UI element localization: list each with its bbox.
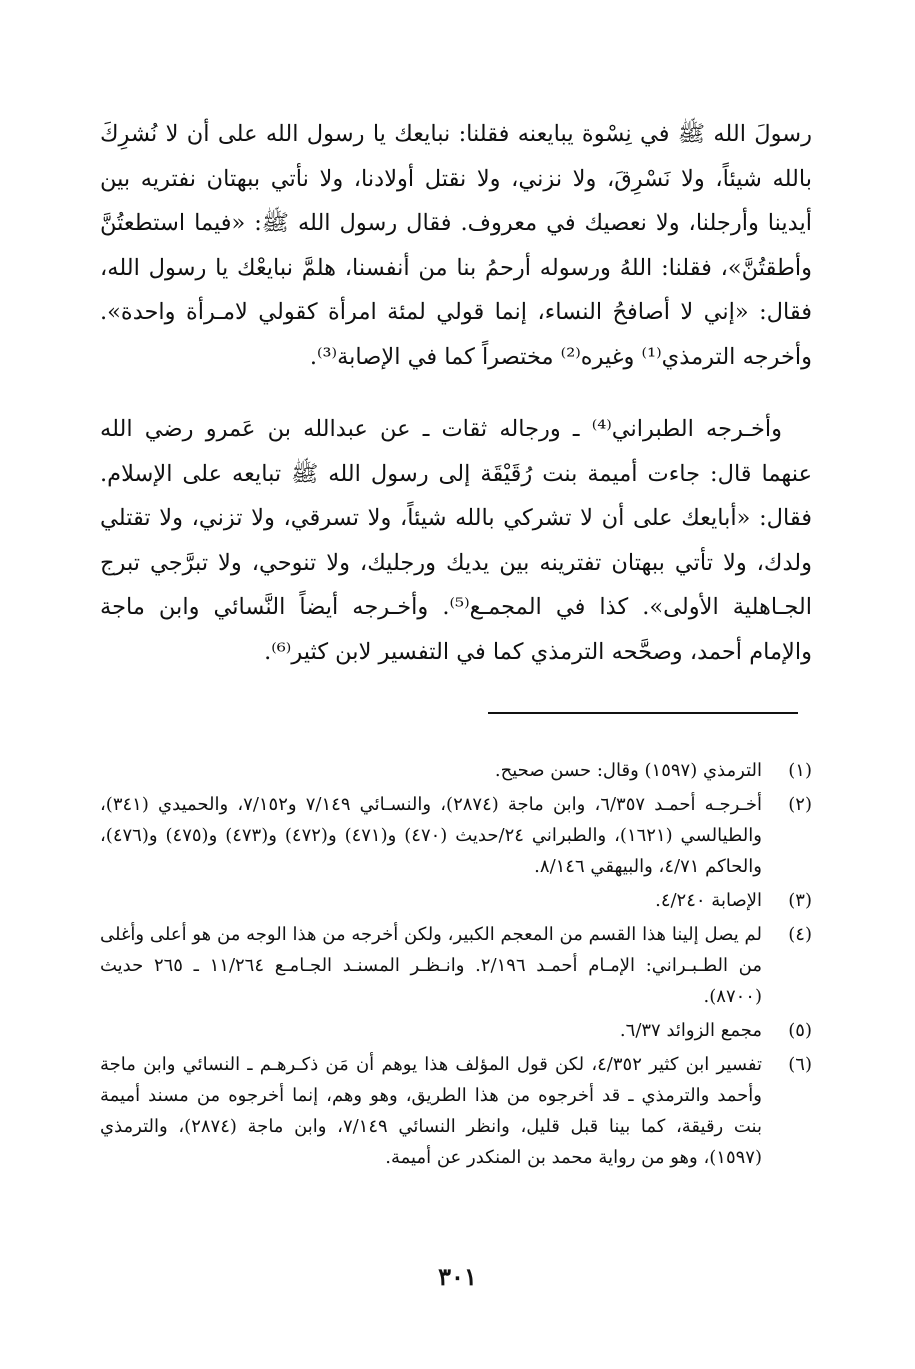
footnote-number: (٢) (788, 794, 812, 815)
footnote-number: (٦) (788, 1054, 812, 1075)
footnotes (100, 755, 812, 1176)
footnote-3 (100, 885, 812, 916)
footnote-text: لم يصل إلينا هذا القسم من المعجم الكبير، ولكن أخرجه من هذا الوجه من هو أعلى وأغلى من الطـبـراني: الإمـام أحمـد ٢/١٩٦. وانـظـر المسنـد الجـامـع ١١/٢٦٤ ـ ٢٦٥ حديث (٨٧٠٠). (100, 924, 763, 1007)
footnote-text: أخـرجـه أحمـد ٦/٣٥٧، وابن ماجة (٢٨٧٤)، والنسـائي ٧/١٤٩ و٧/١٥٢، والحميدي (٣٤١)، والطيالسي (١٦٢١)، والطبراني ٢٤/حديث (٤٧٠) و(٤٧١) و(٤٧٢) و(٤٧٣) و(٤٧٥) و(٤٧٦)، والحاكم ٤/٧١، والبيهقي ٨/١٤٦. (100, 794, 762, 877)
footnote-number: (٥) (788, 1020, 812, 1041)
footnote-1 (100, 755, 812, 786)
footnote-text: الترمذي (١٥٩٧) وقال: حسن صحيح. (494, 760, 762, 781)
main-text (100, 112, 812, 674)
footnote-5 (100, 1015, 812, 1046)
footnote-number: (٣) (788, 890, 812, 911)
footnote-4 (100, 919, 812, 1012)
footnote-number: (٤) (788, 924, 812, 945)
footnote-2 (100, 789, 812, 882)
page-number: ٣٠١ (438, 1262, 477, 1291)
paragraph-1: رسولَ الله ﷺ في نِسْوة يبايعنه فقلنا: نبايعك يا رسول الله على أن لا نُشرِكَ بالله شيئاً، ولا نَسْرِقَ، ولا نزني، ولا نقتل أولادنا، ولا نأتي ببهتان نفتريه بين أيدينا وأرجلنا، ولا نعصيك في معروف. فقال رسول الله ﷺ: «فيما استطعتُنَّ وأطقتُنَّ»، فقلنا: اللهُ ورسوله أرحمُ بنا من أنفسنا، هلمَّ نبايعْك يا رسول الله، فقال: «إني لا أصافحُ النساء، إنما قولي لمئة امرأة كقولي لامـرأة واحدة». وأخرجه الترمذي⁽¹⁾ وغيره⁽²⁾ مختصراً كما في الإصابة⁽³⁾. (100, 121, 812, 370)
footnote-text: الإصابة ٤/٢٤٠. (655, 890, 762, 911)
footnote-text: مجمع الزوائد ٦/٣٧. (619, 1020, 762, 1041)
footnote-text: تفسير ابن كثير ٤/٣٥٢، لكن قول المؤلف هذا يوهم أن مَن ذكـرهـم ـ النسائي وابن ماجة وأحمد والترمذي ـ قد أخرجوه من هذا الطريق، وهو وهم، إنما أخرجوه من مسند أميمة بنت رقيقة، كما بينا قبل قليل، وانظر النسائي ٧/١٤٩، وابن ماجة (٢٨٧٤)، والترمذي (١٥٩٧)، وهو من رواية محمد بن المنكدر عن أميمة. (100, 1054, 762, 1168)
footnote-separator (488, 712, 798, 714)
footnote-6 (100, 1049, 812, 1173)
paragraph-2: وأخـرجه الطبراني⁽⁴⁾ ـ ورجاله ثقات ـ عن عبدالله بن عَمرو رضي الله عنهما قال: جاءت أميمة بنت رُقَيْقَة إلى رسول الله ﷺ تبايعه على الإسلام. فقال: «أبايعك على أن لا تشركي بالله شيئاً، ولا تسرقي، ولا تزني، ولا تقتلي ولدك، ولا تأتي ببهتان تفترينه بين يديك ورجليك، ولا تنوحي، ولا تبرَّجي تبرج الجـاهلية الأولى». كذا في المجمـع⁽⁵⁾. وأخـرجه أيضاً النَّسائي وابن ماجة والإمام أحمد، وصحَّحه الترمذي كما في التفسير لابن كثير⁽⁶⁾. (100, 416, 812, 665)
footnote-number: (١) (788, 760, 812, 781)
